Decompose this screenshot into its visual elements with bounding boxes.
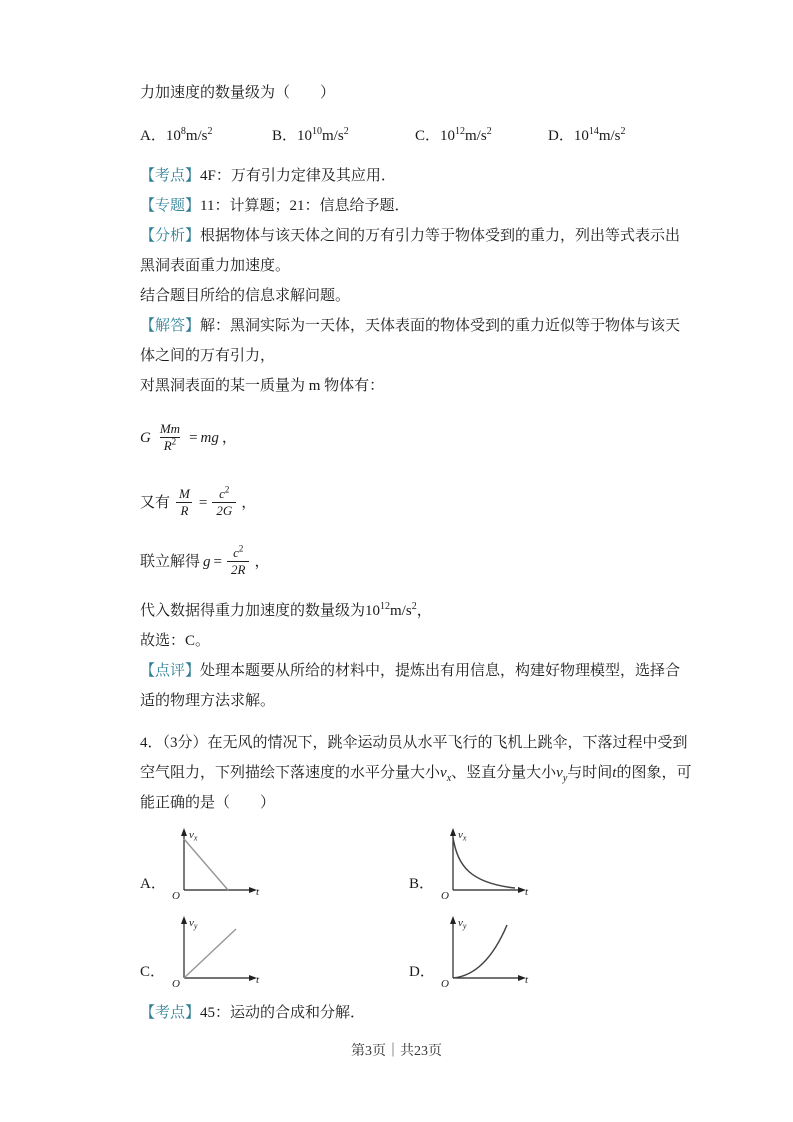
svg-text:t: t [525,974,529,986]
y-arrow-icon [181,916,187,924]
jieda-tag: 【解答】 [140,318,201,334]
q4-graphs-row-2 [140,914,692,992]
svg-text:t: t [256,974,260,986]
graph-d [437,914,533,992]
option-a-letter: A． [140,128,166,144]
fraction-Mm-R2: $\frac{Mm}{R^2}$ [159,421,181,453]
svg-text:vx: $v_x$ [189,829,198,843]
svg-text:t: t [525,886,529,898]
curve-linear-decreasing [184,839,228,890]
graph-c-label: C． [140,964,166,980]
page-footer: 第3页｜共23页 [351,1044,442,1059]
curve-increasing-concave-up [453,925,507,978]
q3-fenxi-line2: 结合题目所给的信息求解问题。 [140,288,351,304]
svg-text:O: O [172,978,180,990]
q4-stem: 4．（3分）在无风的情况下，跳伞运动员从水平飞行的飞机上跳伞，下落过程中受到空气阻力，下列描绘下落速度的水平分量大小$v_x$、竖直分量大小$v_y$与时间t的图象，可能正确的是（ ） [140,735,692,811]
option-c-letter: C． [415,128,441,144]
jieda-text: 解：黑洞实际为一天体，天体表面的物体受到的重力近似等于物体与该天体之间的万有引力， [140,318,681,364]
fraction-c2-2R: $\frac{c^2}{2R}$ [227,545,249,578]
zhuanti-tag: 【专题】 [140,198,201,214]
zhuanti-text: 11：计算题；21：信息给予题． [200,198,410,214]
svg-text:t: t [256,886,260,898]
q3-fenxi [140,221,692,281]
graph-d-label: D． [409,964,435,980]
q3-dianping [140,656,692,716]
fenxi-text: 根据物体与该天体之间的万有引力等于物体受到的重力，列出等式表示出黑洞表面重力加速度。 [140,228,681,274]
option-c: C．$10^{12}m/s^2$ [415,126,492,144]
q3-options [140,121,692,151]
option-b: B．$10^{10}m/s^2$ [272,126,349,144]
fraction-c2-2G: $\frac{c^2}{2G}$ [212,486,236,519]
y-arrow-icon [450,916,456,924]
graph-c [168,914,264,992]
svg-text:vy: $v_y$ [189,917,198,931]
option-d: D．$10^{14}m/s^2$ [548,126,626,144]
q3-answer: 故选：C。 [140,633,211,649]
kaodian-tag: 【考点】 [140,168,201,184]
q3-jieda-line2: 对黑洞表面的某一质量为 m 物体有： [140,378,385,394]
dianping-tag: 【点评】 [140,663,201,679]
svg-text:vy: $v_y$ [458,917,467,931]
q3-zhuanti [140,191,692,221]
kaodian-text: 45：运动的合成和分解． [200,1005,366,1021]
q3-stem-tail: 力加速度的数量级为（ ） [140,85,336,101]
formula-result-g: 联立解得 g = $\frac{c^2}{2R}$ ， [140,543,270,577]
graph-b-label: B． [409,876,435,892]
fenxi-tag: 【分析】 [140,228,201,244]
kaodian-text: 4F：万有引力定律及其应用． [200,168,396,184]
graph-a [168,826,264,904]
svg-text:O: O [441,978,449,990]
option-a: A．$10^8m/s^2$ [140,126,213,144]
q4-kaodian [140,998,692,1028]
graph-b [437,826,533,904]
y-arrow-icon [181,828,187,836]
y-arrow-icon [450,828,456,836]
formula-given-relation: 又有 $\frac{M}{R}$ = $\frac{c^2}{2G}$ ， [140,484,257,518]
option-b-letter: B． [272,128,298,144]
fraction-M-R: $\frac{M}{R}$ [175,486,194,519]
q4-graphs-row-1 [140,826,692,904]
curve-linear-increasing [184,929,236,978]
graph-a-label: A． [140,876,166,892]
svg-text:O: O [172,890,180,902]
kaodian-tag: 【考点】 [140,1005,201,1021]
dianping-text: 处理本题要从所给的材料中，提炼出有用信息，构建好物理模型，选择合适的物理方法求解。 [140,663,681,709]
q3-kaodian [140,161,692,191]
option-d-letter: D． [548,128,574,144]
curve-exponential-decay [453,838,515,888]
q3-jieda [140,311,692,371]
formula-gravitation: G $\frac{Mm}{R^2}$ = mg ， [140,421,237,453]
svg-text:vx: $v_x$ [458,829,467,843]
page-content [140,0,692,1028]
svg-text:O: O [441,890,449,902]
q3-conclusion: 代入数据得重力加速度的数量级为$10^{12}m/s^2$， [140,601,432,619]
